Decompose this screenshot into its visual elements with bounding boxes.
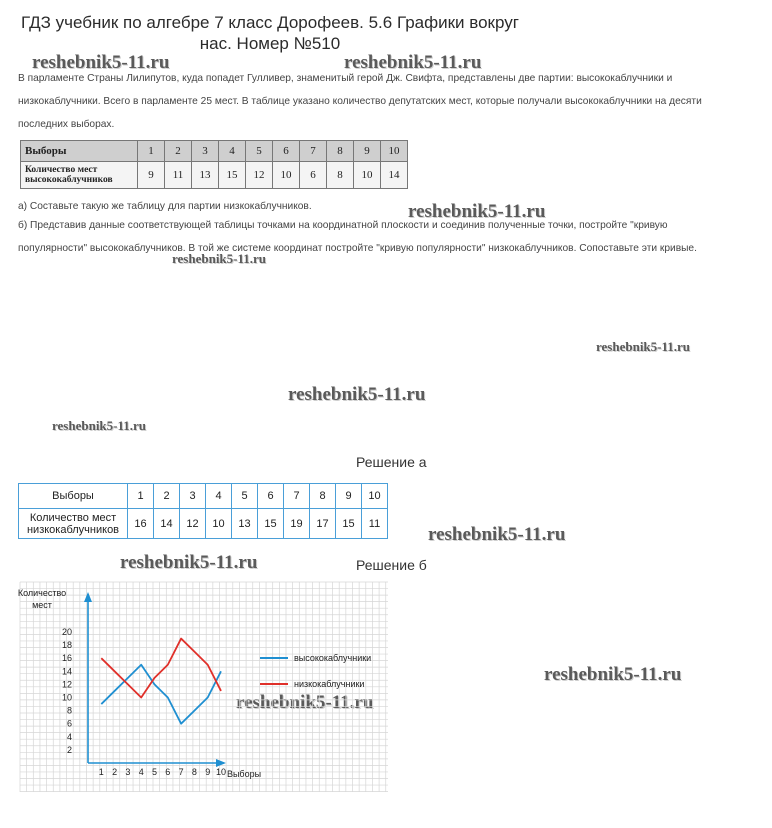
x-tick-label: 3 [125, 767, 131, 777]
table-cell: 8 [310, 484, 336, 509]
table-cell: 6 [300, 162, 327, 189]
table-cell: 14 [381, 162, 408, 189]
table-cell: 3 [192, 141, 219, 162]
table-cell: 4 [206, 484, 232, 509]
table-cell: 9 [138, 162, 165, 189]
table-header-label: Выборы [19, 484, 128, 509]
table-cell: 11 [362, 509, 388, 539]
table-row-label: Количество мест высококаблучников [21, 162, 138, 189]
table-cell: 2 [165, 141, 192, 162]
watermark: reshebnik5-11.ru [428, 524, 566, 545]
table-cell: 8 [327, 162, 354, 189]
problem-line-3: последних выборах. [18, 119, 115, 130]
chart-axes [84, 592, 226, 767]
table-cell: 15 [219, 162, 246, 189]
table-cell: 6 [273, 141, 300, 162]
problem-line-1: В парламенте Страны Лилипутов, куда попадет Гулливер, знаменитый герой Дж. Свифта, представлены две партии: высококаблучники и [18, 73, 673, 84]
watermark: reshebnik5-11.ru [32, 52, 170, 73]
table-cell: 1 [138, 141, 165, 162]
table-row [21, 141, 408, 162]
table-header-label: Выборы [21, 141, 138, 162]
x-tick-label: 1 [98, 767, 104, 777]
table-row [19, 509, 388, 539]
table-cell: 14 [154, 509, 180, 539]
table-cell: 2 [154, 484, 180, 509]
table-cell: 4 [219, 141, 246, 162]
y-tick-label: 8 [66, 705, 72, 716]
table-cell: 1 [128, 484, 154, 509]
table-cell: 11 [165, 162, 192, 189]
solution-b-label: Решение б [356, 557, 427, 573]
table-cell: 6 [258, 484, 284, 509]
chart-legend [260, 653, 371, 689]
y-tick-label: 16 [61, 653, 72, 664]
table-cell: 9 [336, 484, 362, 509]
title-line-1: ГДЗ учебник по алгебре 7 класс Дорофеев. 5.6 Графики вокруг [21, 13, 519, 32]
table-cell: 16 [128, 509, 154, 539]
table-row-label: Количество мест низкокаблучников [19, 509, 128, 539]
table-cell: 10 [362, 484, 388, 509]
table-cell: 10 [206, 509, 232, 539]
page-title [0, 12, 540, 54]
legend-label: высококаблучники [294, 653, 372, 663]
task-a: а) Составьте такую же таблицу для партии низкокаблучников. [18, 201, 312, 212]
y-tick-label: 12 [61, 679, 72, 690]
x-tick-label: 2 [112, 767, 118, 777]
x-tick-label: 7 [178, 767, 184, 777]
x-tick-label: 5 [151, 767, 158, 777]
table-cell: 7 [284, 484, 310, 509]
table-cell: 10 [381, 141, 408, 162]
watermark: reshebnik5-11.ru [172, 251, 267, 266]
y-axis-label: мест [32, 600, 52, 610]
popularity-chart [16, 580, 396, 795]
title-line-2: нас. Номер №510 [199, 34, 341, 53]
task-b-line-2: популярности" высококаблучников. В той же системе координат постройте "кривую популярности" низкокаблучников. Сопоставьте эти кривые. [18, 243, 697, 254]
problem-line-2: низкокаблучники. Всего в парламенте 25 мест. В таблице указано количество депутатских мест, которые получали высококаблучники на десяти [18, 96, 702, 107]
watermark: reshebnik5-11.ru [120, 552, 258, 573]
x-axis-arrow [216, 759, 226, 767]
x-tick-label: 8 [191, 767, 197, 777]
table-row [19, 484, 388, 509]
x-tick-label: 9 [205, 767, 211, 777]
y-tick-label: 6 [66, 718, 72, 729]
x-tick-label: 10 [215, 767, 227, 777]
watermark: reshebnik5-11.ru [52, 418, 147, 433]
watermark: reshebnik5-11.ru [544, 664, 682, 685]
table-cell: 3 [180, 484, 206, 509]
watermark: reshebnik5-11.ru [344, 52, 482, 73]
table-cell: 17 [310, 509, 336, 539]
watermark: reshebnik5-11.ru [236, 692, 374, 713]
table-cell: 15 [258, 509, 284, 539]
y-tick-label: 10 [61, 692, 72, 703]
table-cell: 10 [354, 162, 381, 189]
task-b-line-1: б) Представив данные соответствующей таблицы точками на координатной плоскости и соединив полученные точки, постройте "кривую [18, 220, 668, 231]
watermark: reshebnik5-11.ru [288, 384, 426, 405]
watermark: reshebnik5-11.ru [596, 339, 691, 354]
x-axis-label: Выборы [226, 769, 262, 779]
table-cell: 7 [300, 141, 327, 162]
chart-series [101, 639, 221, 724]
y-axis-label: Количество [17, 588, 67, 598]
table-cell: 8 [327, 141, 354, 162]
x-tick-label: 4 [138, 767, 144, 777]
solution-a-label: Решение а [356, 454, 427, 470]
table-row [21, 162, 408, 189]
table-cell: 12 [180, 509, 206, 539]
table-cell: 12 [246, 162, 273, 189]
y-axis-arrow [84, 592, 92, 602]
table-high-heels [20, 140, 408, 189]
table-cell: 13 [232, 509, 258, 539]
table-cell: 5 [246, 141, 273, 162]
table-low-heels [18, 483, 388, 539]
y-tick-label: 2 [66, 744, 72, 755]
x-tick-label: 6 [165, 767, 171, 777]
y-tick-label: 4 [66, 731, 72, 742]
y-tick-label: 18 [61, 640, 72, 651]
table-cell: 9 [354, 141, 381, 162]
watermark: reshebnik5-11.ru [408, 201, 546, 222]
table-cell: 10 [273, 162, 300, 189]
table-cell: 15 [336, 509, 362, 539]
table-cell: 13 [192, 162, 219, 189]
y-tick-label: 14 [61, 666, 72, 677]
table-cell: 19 [284, 509, 310, 539]
y-tick-label: 20 [61, 627, 72, 637]
legend-label: низкокаблучники [294, 679, 365, 689]
table-cell: 5 [232, 484, 258, 509]
